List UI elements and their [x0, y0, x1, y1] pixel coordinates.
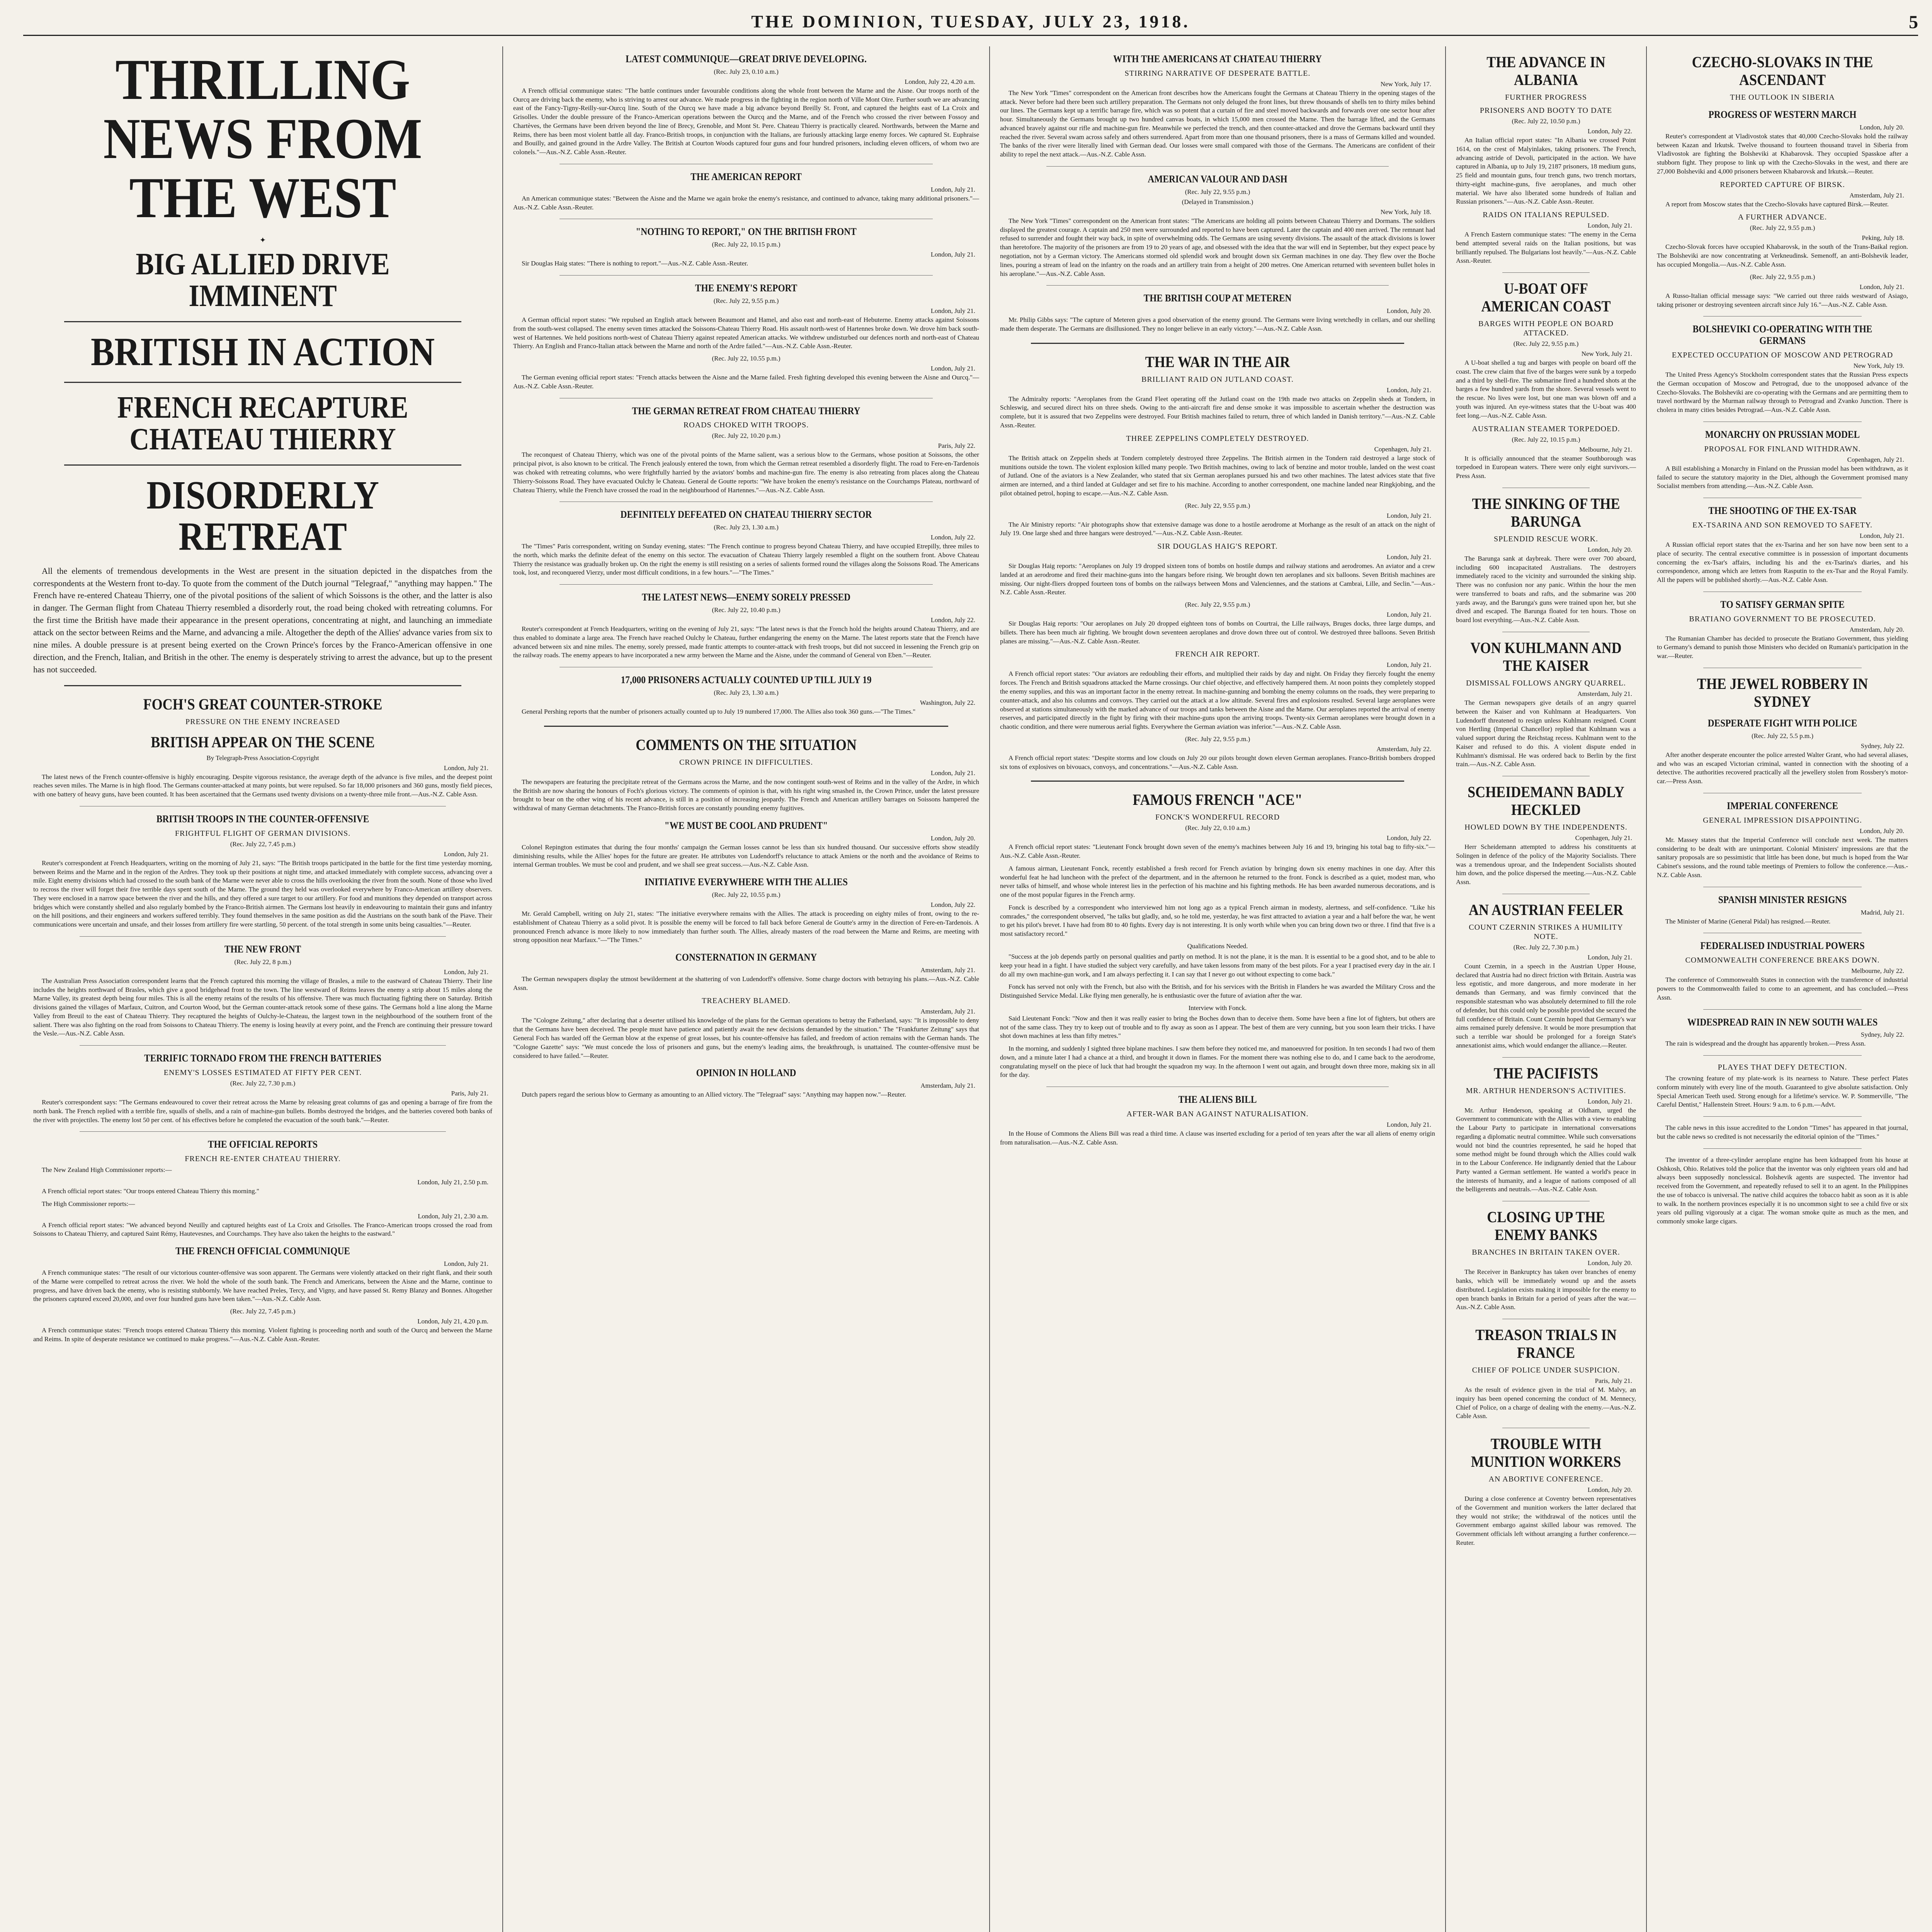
article-body: The "Cologne Zeitung," after declaring that a deserter utilised his knowledge of the plans for the German operations to betray the Fatherland, says: "It is impossible to deny that the Germans have been deceived. The people must have patience and patiently await the new decisions demanded by the situation." The "Frankfurter Zeitung" says that General Foch has warded off the German blow at the expense of great losses, but his counter-offensive has failed, and freedom of action remains with the German hands. The "Cologne Gazette" says: "We must concede the loss of prisoners and guns, but the enemy's leading aims, the breakthrough, is unattained. The counter-offensive must be considered to have failed."—Reuter.	[513, 1017, 979, 1060]
dateline: Madrid, July 21.	[1861, 908, 1904, 916]
section-subhead: Interview with Fonck.	[1188, 1004, 1247, 1012]
article-heading: WITH THE AMERICANS AT CHATEAU THIERRY	[1113, 53, 1322, 65]
article-subheading: FRENCH RE-ENTER CHATEAU THIERRY.	[185, 1155, 341, 1163]
article-body: A French official report states: "Our troops entered Chateau Thierry this morning."	[42, 1187, 259, 1195]
article-body: A French official report states: "Our aviators are redoubling their efforts, and multiplied their raids by day and night. On Friday they fiercely fought the enemy forces. The French and British squadrons attacked the Marne crossings. Our chief objective, and effectively hampered them. At noon points they completely stopped the enemy supplies, and this was an important factor in the enemy retreat. In machine-gunning and bombing the enemy columns on the roads, they were preparing to counter-attack, and also his columns and convoys. They carried out the attack at a low altitude. Several fires and explosions resulted. Several large aeroplanes were observed at stations simultaneously with the marked advance of our troops and tanks between the Aisne and the Marne. Our aeroplanes reported the arrival of enemy reserves, and participated directly in the fight by firing with their machine-guns upon the arriving troops. Twenty-six German aeroplanes were brought down in a chaotic condition, and there were numerous aerial fights. Everywhere the German aviation was inferior."—Aus.-N.Z. Cable Assn.	[1000, 670, 1435, 731]
article-heading: BOLSHEVIKI CO-OPERATING WITH THE GERMANS	[1692, 323, 1872, 347]
article-heading: BRITISH TROOPS IN THE COUNTER-OFFENSIVE	[156, 813, 369, 825]
dateline: New York, July 18.	[1380, 208, 1431, 216]
dateline: London, July 21.	[444, 968, 488, 976]
article-body: A U-boat shelled a tug and barges with people on board off the coast. The crew claim that five of the barges were sunk by a torpedo and a third by shell-fire. The submarine fired a hundred shots at the barges a few hundred yards from the shore. Several vessels went to the rescue. No lives were lost, but one man was blown off and a youth was injured. An eye-witness states that the U-boat was 400 feet long.—Aus.-N.Z. Cable Assn.	[1456, 359, 1636, 419]
dateline: London, July 21.	[1587, 953, 1632, 961]
divider	[560, 584, 933, 585]
received-time: (Rec. July 22, 9.55 p.m.)	[713, 297, 779, 304]
article-body: Mr. Massey states that the Imperial Conference will conclude next week. The matters considering to be dealt with are unimportant. Colonial Ministers' impressions are that the sanitary proposals are so pessimistic that little has been done, but much is hoped from the War Cabinet's sessions, and the round table meetings of Premiers to follow the conference.—Aus.-N.Z. Cable Assn.	[1657, 836, 1908, 879]
article-body: Sir Douglas Haig reports: "Our aeroplanes on July 20 dropped eighteen tons of bombs on Courtrai, the Lille railways, Bruges docks, three large dumps, and billets. There has been much air fighting. We brought down seventeen aeroplanes and drove down three out of control. We destroyed three balloons. Seven British planes are missing."—Aus.-N.Z. Cable Assn.-Reuter.	[1000, 620, 1435, 645]
divider	[1046, 166, 1389, 167]
article-body: The latest news of the French counter-offensive is highly encouraging. Despite vigorous resistance, the average depth of the advance is five miles, and the deepest point reaches seven miles. The Marne is in high flood. The Germans counter-attacked at many points, but were repulsed. So far 18,000 prisoners and 360 guns, mostly field pieces, with one battery of heavy guns, have been counted. It has been ascertained that the Germans used twenty divisions on a twenty-three mile front.—Aus.-N.Z. Cable Assn.	[33, 773, 492, 798]
article-body: The inventor of a three-cylinder aeroplane engine has been kidnapped from his house at Oshkosh, Ohio. Relatives told the police that the inventor was only eighteen years old and had always been supposedly nonclessical. Bolshevik agents are suspected. The inventor had received from the Government, and repeatedly refused to sell it to an agent. In the Philippines the use of tobacco is universal. The native child acquires the tobacco habit as soon as it is able to walk. In the northern provinces especially it is no uncommon sight to see a child five or six years old pulling vigorously at a cigar. The woman smoke quite as much as the men, and commonly smoke large cigars.	[1657, 1156, 1908, 1225]
article-heading: U-BOAT OFF AMERICAN COAST	[1481, 280, 1611, 315]
dateline: London, July 20.	[1587, 1486, 1632, 1494]
article-subheading: COUNT CZERNIN STRIKES A HUMILITY NOTE.	[1469, 923, 1623, 941]
article-heading: WIDESPREAD RAIN IN NEW SOUTH WALES	[1687, 1016, 1878, 1028]
article-body: A French Eastern communique states: "The enemy in the Cerna bend attempted several raids on the Italian positions, but was brilliantly repulsed. The Bulgarians lost heavily."—Aus.-N.Z. Cable Assn.-Reuter.	[1456, 231, 1636, 265]
received-time: (Rec. July 23, 1.30 a.m.)	[714, 689, 779, 697]
article-heading: THE WAR IN THE AIR	[1145, 353, 1290, 371]
dateline: Amsterdam, July 22.	[1376, 745, 1431, 753]
article-heading: IMPERIAL CONFERENCE	[1727, 800, 1838, 811]
article-body: Reuter's correspondent says: "The Germans endeavoured to cover their retreat across the Marne by releasing great columns of gas and opening a barrage of fire from the north bank. The French replied with a terrible fire, squalls of shells, and a rain of machine-gun bullets. Bombs destroyed the bridges, and the batteries covered both banks of the river with projectiles. The enemy lost 50 per cent. of his effectives before he completed the evacuation of the south bank."—Reuter.	[33, 1099, 492, 1124]
dateline: London, July 20.	[1386, 307, 1431, 315]
dateline: London, July 20.	[1587, 1259, 1632, 1267]
dateline: Copenhagen, July 21.	[1847, 456, 1904, 463]
article-subheading: SPLENDID RESCUE WORK.	[1493, 534, 1599, 543]
article-body: Fonck is described by a correspondent who interviewed him not long ago as a typical French airman in modesty, alertness, and self-confidence. "Like his comrades," the correspondent observed, "he talks but gladly, and, so he told me, yesterday, he was first attracted to aviation a year and a half before the war, he went to get his pilot's brevet. I have had from 80 to 40 fights. Every day is not interesting. It is only worth while when you can bring down two or three. I find that five is a most satisfactory record."	[1000, 903, 1435, 938]
article-subheading: FRENCH AIR REPORT.	[1175, 650, 1260, 659]
received-time: (Rec. July 22, 7.45 p.m.)	[230, 840, 296, 848]
column-3	[989, 46, 1445, 1932]
article-body: General Pershing reports that the number of prisoners actually counted up to July 19 numbered 17,000. The Allies also took 360 guns.—"The Times."	[522, 708, 916, 716]
received-time: (Rec. July 23, 0.10 a.m.)	[714, 68, 779, 75]
article-body: A German official report states: "We repulsed an English attack between Beaumont and Hamel, and also east and north-east of Hebuterne. Enemy attacks against Soissons from the south-west collapsed. The enemy seven times attacked the Soissons-Chateau Thierry Road. His assault north-west of Hartennes broke down. We drove him back south-west of Hartennes. We held positions north-west of Chateau Thierry against repeated American attacks. We withdrew undisturbed our defences north and north-east of Chateau Thierry. An English and Franco-Italian attack between the Marne and north of the Ardre failed."—Aus.-N.Z. Cable Assn.-Reuter.	[513, 316, 979, 350]
article-heading: CONSTERNATION IN GERMANY	[675, 952, 817, 963]
article-subheading: PROPOSAL FOR FINLAND WITHDRAWN.	[1704, 444, 1861, 453]
article-body: Colonel Repington estimates that during the four months' campaign the German losses cannot be less than six hundred thousand. Our successive efforts show steadily diminishing results, while the Allies' hopes for the future are greater. He attributes von Ludendorff's reluctance to attack Amiens or the north and the avoidance of Reims to internal German troubles. We must be cool and prudent, and we shall see great success.—Aus.-N.Z. Cable Assn.	[513, 843, 979, 869]
lead-article	[33, 565, 492, 676]
article-body: The conference of Commonwealth States in connection with the transference of industrial powers to the Commonwealth failed to come to an agreement, and has concluded.—Press Assn.	[1657, 976, 1908, 1001]
headline-british-in-action: BRITISH IN ACTION	[90, 330, 435, 374]
received-time: (Rec. July 22, 9.55 p.m.)	[1750, 224, 1815, 232]
article-subheading: BRATIANO GOVERNMENT TO BE PROSECUTED.	[1689, 614, 1876, 623]
article-heading: SPANISH MINISTER RESIGNS	[1718, 894, 1847, 905]
article-heading: TREASON TRIALS IN FRANCE	[1475, 1326, 1617, 1362]
article-heading: OPINION IN HOLLAND	[696, 1067, 796, 1079]
article-body: Reuter's correspondent at French Headquarters, writing on the morning of July 21, says: "The British troops participated in the battle for the first time yesterday morning, between Reims and the Marne and in the region of the Ardres. They took up their positions at night time, and attacked immediately with complete success, advancing over a mile. Eight enemy divisions which had crossed to the south bank of the Marne were never able to cross the hills overlooking the river from the south. None of those who lived to recross the river will forget their five terrible days spent south of the Marne. The ground they held was overlooked everywhere by Franco-American artillery observers. They were enclosed in a narrow space between the river and the hills, and they offered a sure target to our artillery. For food and munitions they depended on transport across bridges which were constantly shelled and also regularly bombed by the Franco-British airmen. The Germans lost heavily in endeavouring to maintain their guns and infantry on the hill positions, and their engineers and workers suffered terribly. They found themselves in the same position as did the Austrians on the south bank of the Piave. Their communications were uncertain and unsafe, and their losses from artillery fire were startling, 50 percent. of the total strength in some units being casualties."—Reuter.	[33, 859, 492, 929]
received-time: (Rec. July 22, 10.15 p.m.)	[1512, 435, 1580, 443]
dateline: Washington, July 22.	[920, 699, 975, 707]
newspaper-title: THE DOMINION, TUESDAY, JULY 23, 1918.	[751, 11, 1190, 31]
divider	[1703, 1055, 1862, 1056]
dateline: London, July 21.	[1859, 532, 1904, 539]
article-subheading: STIRRING NARRATIVE OF DESPERATE BATTLE.	[1124, 69, 1311, 78]
dateline: London, July 21.	[1859, 283, 1904, 291]
article-subheading: THREE ZEPPELINS COMPLETELY DESTROYED.	[1126, 434, 1309, 443]
article-body: Fonck has served not only with the French, but also with the British, and for his services with the British in Flanders he was awarded the Military Cross and the Distinguished Service Medal. Like flying men generally, he is enthusiastic over the future of aviation after the war.	[1000, 983, 1435, 1000]
article-subheading: RAIDS ON ITALIANS REPULSED.	[1483, 211, 1609, 219]
divider	[80, 1131, 446, 1132]
article-body: A French official communique states: "The battle continues under favourable conditions along the whole front between the Marne and the Aisne. Our troops north of the Ourcq are driving back the enemy, who is striving to arrest our advance. We made progress in the fighting in the region north of Ville Mont Oire. Further south we are advancing east of the Fancy-Tigny-Reilly-sur-Ourcq line. South of the Ourcq we have made a big advance beyond Breilly St. Front, and captured the heights east of La Croix and Grisolles. Under the double pressure of the Franco-American operations between the Ourcq and the Marne, and of the French who crossed the river between Fossoy and Chartèves, the Germans have been driven beyond the line of Brecy, Grenoble, and Mont St. Pere. Chateau Thierry is practically cleared. Northwards, between the Marne and Reims, there has been most violent battle all day. Franco-British troops, in conjunction with the Italians, are furiously attacking large enemy forces. We captured St. Euphraise and Bouilly, and gained ground in the Ardre Valley. The British at Courton Woods captured four guns and four hundred prisoners, including eleven officers, of whom two are colonels."—Aus.-N.Z. Cable Assn.-Reuter.	[513, 87, 979, 156]
article-subheading: CROWN PRINCE IN DIFFICULTIES.	[679, 758, 813, 767]
article-body: The United Press Agency's Stockholm correspondent states that the Russian Press expects the German occupation of Moscow and Petrograd, due to the unopposed advance of the Czecho-Slovaks. The Bolsheviki are co-operating with the Germans and are permitting them to travel northward by the Murman railway through to Petrograd and Zvanko Junction. There is cholera in many cities besides Petrograd.—Aus.-N.Z. Cable Assn.	[1657, 371, 1908, 414]
dateline: London, July 21.	[444, 1260, 488, 1267]
article-subheading: ENEMY'S LOSSES ESTIMATED AT FIFTY PER CENT.	[163, 1068, 362, 1077]
article-heading: MONARCHY ON PRUSSIAN MODEL	[1705, 429, 1860, 440]
received-time: (Rec. July 22, 10.55 p.m.)	[712, 891, 781, 898]
article-body: Mr. Philip Gibbs says: "The capture of Meteren gives a good observation of the enemy ground. The Germans were living wretchedly in cellars, and our shelling made them desperate. The Germans are disillusioned. They no longer believe in an early victory."—Aus.-N.Z. Cable Assn.	[1000, 316, 1435, 332]
dateline: Sydney, July 22.	[1861, 1031, 1904, 1039]
article-body: A French communique states: "French troops entered Chateau Thierry this morning. Violent fighting is proceeding north and south of the Ourcq and between the Marne and Reims. In spite of desperate resistance we continued to make progress."—Aus.-N.Z. Cable Assn.-Reuter.	[33, 1327, 492, 1343]
article-heading: THE BRITISH COUP AT METEREN	[1143, 293, 1292, 304]
article-heading: CLOSING UP THE ENEMY BANKS	[1487, 1208, 1605, 1244]
divider	[64, 382, 461, 383]
dateline: London, July 21, 2.30 a.m.	[418, 1212, 488, 1220]
divider	[64, 464, 461, 466]
divider	[1703, 1116, 1862, 1117]
dateline: New York, July 17.	[1380, 80, 1431, 88]
article-heading: THE ALIENS BILL	[1178, 1094, 1257, 1105]
article-body: The New York "Times" correspondent on the American front describes how the Americans fought the Germans at Chateau Thierry in the opening stages of the attack. Never before had there been such artillery preparation. The Germans not only deluged the front lines, but threw thousands of shells ten to thirty miles behind our lines. The Germans kept up a terrific barrage fire, which was so potent that a curtain of fire and steel moved backwards and forwards over one sector hour after hour. Simultaneously the Germans brought up two hundred canvas boats, in which 15,000 men crossed the Marne. Then the barrage lifted, and the Germans advanced bravely against our rifle and machine-gun fire. Meanwhile we perfected the trench, and then counter-attacked and drove the Germans backward until they reached the river. Several swam across safely and others surrendered. Apart from more than one thousand prisoners, there is a mass of Germans killed and wounded. The banks of the river were literally lined with German dead. Our losses were small compared with those of the Germans. The Americans are confident of their ability to repel the next attack.—Aus.-N.Z. Cable Assn.	[1000, 89, 1435, 158]
article-heading: THE AMERICAN REPORT	[690, 171, 802, 183]
received-time: (Rec. July 22, 0.10 a.m.)	[1185, 824, 1250, 832]
article-heading: BRITISH APPEAR ON THE SCENE	[151, 733, 375, 751]
article-subheading: TREACHERY BLAMED.	[702, 997, 791, 1005]
dateline: Paris, July 21.	[451, 1090, 488, 1097]
dateline: London, July 20.	[1587, 546, 1632, 553]
headline-thrilling-news: THRILLING NEWS FROM THE WEST	[103, 48, 422, 230]
received-time: (Rec. July 22, 9.55 p.m.)	[1513, 340, 1579, 348]
article-subheading: REPORTED CAPTURE OF BIRSK.	[1720, 180, 1845, 189]
dateline: London, July 21.	[1386, 386, 1431, 394]
article-body: After another desperate encounter the police arrested Walter Grant, who had several aliases, and who was an escaped Victorian criminal, wanted in connection with the shooting of a detective. The authorities recovered practically all the jewellery stolen from Rossbery's motor-car.—Press Assn.	[1657, 751, 1908, 785]
dateline: Copenhagen, July 21.	[1575, 834, 1632, 842]
article-body: The "Times" Paris correspondent, writing on Sunday evening, states: "The French continue to progress beyond Chateau Thierry, and have occupied Etrepilly, three miles to the north, which marks the definite defeat of the enemy on this sector. The evacuation of Chateau Thierry largely resembled a flight on the southern front. Above Chateau Thierry the resistance was gradually broken up. On the right the enemy is still resisting on a series of salients formed round the villages along the Soissons Road. The Americans took, lost, and reconquered Vierzy, under most difficult conditions, in a few hours."—"The Times."	[513, 543, 979, 577]
article-body: Sir Douglas Haig reports: "Aeroplanes on July 19 dropped sixteen tons of bombs on hostile dumps and railway stations and aerodromes. An aviator and a crew landed at an aerodrome and fired their machine-guns into the hangars before rising. We brought down ten aeroplanes and six balloons. Seven British machines are missing. Our night-fliers dropped fourteen tons of bombs on the railways between Mons and Valenciennes, and the stations at Cambrai, Lille, and Seclin."—Aus.-N.Z. Cable Assn.-Reuter.	[1000, 562, 1435, 596]
dateline: Melbourne, July 22.	[1851, 967, 1904, 975]
received-time: (Rec. July 22, 7.30 p.m.)	[230, 1080, 296, 1087]
article-heading: THE SHOOTING OF THE EX-TSAR	[1708, 505, 1857, 517]
article-heading: THE JEWEL ROBBERY IN SYDNEY	[1697, 675, 1868, 711]
page-number: 5	[1909, 12, 1918, 32]
dateline: London, July 21.	[1386, 1121, 1431, 1129]
article-subheading: CHIEF OF POLICE UNDER SUSPICION.	[1472, 1366, 1620, 1375]
article-body: "Success at the job depends partly on personal qualities and partly on method. It is not the plane, it is the man. It is essential to be a good shot, and to be able to keep your head in a fight. I have studied the subject very carefully, and have taken lessons from many of the best pilots. For a year I practised every day in the air. I do all my own machine-gun work, and I am always perfecting it. I can say that I never go out without expecting to come back."	[1000, 953, 1435, 978]
article-subheading: AN ABORTIVE CONFERENCE.	[1488, 1475, 1604, 1484]
dateline: London, July 21.	[930, 185, 975, 193]
section-subhead: Qualifications Needed.	[1187, 942, 1248, 950]
received-time: (Rec. July 22, 10.55 p.m.)	[712, 355, 781, 362]
article-body: As the result of evidence given in the trial of M. Malvy, an inquiry has been opened concerning the conduct of M. Mennecy, Chief of Police, on a charge of dealing with the enemy.—Aus.-N.Z. Cable Assn.	[1456, 1386, 1636, 1420]
article-subheading: PRESSURE ON THE ENEMY INCREASED	[185, 717, 340, 726]
article-subheading: GENERAL IMPRESSION DISAPPOINTING.	[1703, 816, 1862, 825]
article-body: Sir Douglas Haig states: "There is nothing to report."—Aus.-N.Z. Cable Assn.-Reuter.	[522, 260, 748, 267]
article-heading: THE SINKING OF THE BARUNGA	[1472, 495, 1620, 530]
headline-allied-drive: BIG ALLIED DRIVE IMMINENT	[136, 247, 390, 313]
divider	[64, 685, 461, 686]
article-subheading: EX-TSARINA AND SON REMOVED TO SAFETY.	[1692, 521, 1872, 529]
article-body: Said Lieutenant Fonck: "Now and then it was really easier to bring the Boches down than to deceive them. Some have been a fine lot of fighters, but others are not of the same class. They try to keep out of trouble and to fly away as soon as I appear. The best of them are very cunning, but you soon learn their tricks. I have shot down machines at less than fifty metres."	[1000, 1014, 1435, 1040]
received-time: (Rec. July 22, 8 p.m.)	[234, 958, 291, 966]
article-heading: 17,000 PRISONERS ACTUALLY COUNTED UP TILL JULY 19	[621, 674, 872, 686]
dateline: London, July 21.	[1386, 611, 1431, 619]
dateline: Amsterdam, July 21.	[920, 1082, 975, 1090]
article-heading: DESPERATE FIGHT WITH POLICE	[1708, 718, 1857, 729]
article-body: A Bill establishing a Monarchy in Finland on the Prussian model has been withdrawn, as it failed to secure the statutory majority in the Diet, although the Government promised many Socialist members from attending.—Aus.-N.Z. Cable Assn.	[1657, 464, 1908, 490]
dateline: London, July 21.	[444, 850, 488, 858]
article-body: The Australian Press Association correspondent learns that the French captured this morning the village of Brasles, a mile to the eastward of Chateau Thierry. Their line includes the heights northward of Brasles, which give a good bridgehead front to the town. The line westward of Reims leaves the enemy a strip about 15 miles along the Marne Valley, its greatest depth being four miles. This is all the enemy retains of the results of his offensive. There was much fluctuating fighting there on Saturday. British divisions gained the villages of Marfaux, Cuitron, and Courton Wood, but the German counter-attack retook some of these gains. The Germans hold a line along the Marne Valley from Breuil to the east of Chateau Thierry. They recaptured the heights of Oulchy-le-Chateau, the largest town in the neighbourhood of the southern front of the salient. There was also fighting on the road from Soissons to Chateau Thierry. The enemy is losing heavily at every point, and the French are continuing their pressure toward the Vesle.—Aus.-N.Z. Cable Assn.	[33, 977, 492, 1037]
article-body: A report from Moscow states that the Czecho-Slovaks have captured Birsk.—Reuter.	[1665, 200, 1889, 208]
dateline: London, July 21.	[1587, 1097, 1632, 1105]
article-subheading: EXPECTED OCCUPATION OF MOSCOW AND PETROGRAD	[1672, 351, 1893, 360]
article-heading: AN AUSTRIAN FEELER	[1468, 901, 1624, 918]
article-body: The German newspapers display the utmost bewilderment at the shattering of von Ludendorff's offensive. Some charge doctors with betraying his plans.—Aus.-N.Z. Cable Assn.	[513, 975, 979, 992]
article-body: Herr Scheidemann attempted to address his constituents at Solingen in defence of the policy of the Majority Socialists. There was a tremendous uproar, and the Independent Socialists shouted him down, and the police dispersed the meeting.—Aus.-N.Z. Cable Assn.	[1456, 843, 1636, 886]
dateline: Amsterdam, July 21.	[920, 1008, 975, 1015]
dateline: London, July 21.	[930, 251, 975, 259]
dateline: London, July 20.	[1859, 123, 1904, 131]
article-body: An Italian official report states: "In Albania we crossed Point 1614, on the crest of Malyinlakes, taking prisoners. The French, advancing astride of Devoli, participated in the action. We have captured in Albania, up to July 19, 2187 prisoners, 18 medium guns, 25 field and mountain guns, four trench guns, two trench mortars, thirty-eight machine-guns, five aeroplanes, and much other material. We have also liberated some hundreds of Italian and Russian prisoners."—Aus.-N.Z. Cable Assn.-Reuter.	[1456, 136, 1636, 206]
article-heading: AMERICAN VALOUR AND DASH	[1148, 173, 1287, 185]
divider	[1502, 1057, 1590, 1058]
received-time: (Rec. July 23, 1.30 a.m.)	[714, 524, 779, 531]
article-body: Reuter's correspondent at French Headquarters, writing on the evening of July 21, says: "The latest news is that the French hold the heights around Chateau Thierry, and are thus enabled to dominate a large area. The French have reached Oulchy le Chateau, further endangering the enemy on the Marne. The latest reports state that the French have advanced between six and nine miles. The enemy, sorely pressed, made frantic attempts to counter-attack with fresh troops, but did not succeed in lessening the French grip on the railway roads. The enemy appears to have incorporated a new army between the Marne and the Aisne, under the command of General von Eben."—Reuter.	[513, 625, 979, 659]
dateline: Peking, July 18.	[1862, 234, 1904, 242]
dateline: London, July 21.	[930, 307, 975, 315]
article-subheading: BRILLIANT RAID ON JUTLAND COAST.	[1141, 375, 1294, 384]
article-heading: TERRIFIC TORNADO FROM THE FRENCH BATTERIES	[144, 1053, 381, 1064]
article-heading: "WE MUST BE COOL AND PRUDENT"	[664, 820, 828, 831]
column-2	[502, 46, 989, 1932]
dateline: London, July 21.	[444, 764, 488, 772]
article-body: During a close conference at Coventry between representatives of the Government and munition workers the latter declared that they would not strike; the withdrawal of the notices until the Government embargo against skilled labour was removed. The Government officials left without arranging a further conference.—Reuter.	[1456, 1495, 1636, 1546]
article-subheading: FURTHER PROGRESS	[1505, 93, 1587, 102]
editorial-note: The cable news in this issue accredited to the London "Times" has appeared in that journal, but the cable news so credited is not necessarily the editorial opinion of the "Times."	[1657, 1124, 1908, 1141]
dateline: London, July 22.	[1587, 128, 1632, 135]
article-body: The British attack on Zeppelin sheds at Tondern completely destroyed three Zeppelins. The British airmen in the Tondern raid destroyed a large stock of munitions outside the town. The violent explosion killed many people. Two British machines, owing to lack of benzine and motor trouble, landed on the west coast of Jutland. One of the aviators is a New Zealander, who stated that six German aeroplanes pursued his and two other machines. The latest advices state that five airmen are interned, and a third landed at Guldager and set fire to his machine. According to another correspondent, one machine landed near Ringkjobing, and the pilot obtained petrol, hoping to escape.—Aus.-N.Z. Cable Assn.	[1000, 454, 1435, 497]
divider	[544, 726, 948, 727]
divider	[1703, 1148, 1862, 1149]
article-heading: TO SATISFY GERMAN SPITE	[1720, 599, 1845, 610]
article-heading: THE OFFICIAL REPORTS	[208, 1139, 318, 1150]
article-body: It is officially announced that the steamer Southborough was torpedoed in European waters. There were only eight survivors.—Press Assn.	[1456, 454, 1636, 480]
article-heading: INITIATIVE EVERYWHERE WITH THE ALLIES	[645, 876, 848, 888]
received-time: (Rec. July 22, 10.50 p.m.)	[1512, 117, 1580, 125]
article-heading: DEFINITELY DEFEATED ON CHATEAU THIERRY SECTOR	[620, 509, 872, 520]
received-time: (Rec. July 22, 9.55 p.m.)	[1750, 273, 1815, 281]
received-time: (Rec. July 22, 7.30 p.m.)	[1513, 943, 1579, 951]
article-body: A French communique states: "The result of our victorious counter-offensive was soon apparent. The Germans were violently attacked on their right flank, and their south of the Marne were compelled to retreat across the river. We hold the whole of the south bank. The French and Americans, between the Aisne and the Marne, continue to progress, and have driven back the enemy, who is resisting stubbornly. We have reached Preles, Tercy, and Vigny, and have passed St. Remy Blanzy and Bonnes. Altogether the prisoners captured exceed 20,000, and over four hundred guns have been taken."—Aus.-N.Z. Cable Assn.	[33, 1269, 492, 1303]
article-heading: THE NEW FRONT	[224, 943, 301, 955]
dateline: London, July 21, 4.20 p.m.	[417, 1318, 488, 1325]
lead-paragraph: All the elements of tremendous developments in the West are present in the situation depicted in the dispatches from the correspondents at the Western front to-day. To quote from the comment of the Dutch journal "Telegraaf," "anything may happen." The French have re-entered Chateau Thierry, one of the pivotal positions of the salient of which Soissons is the other, and the latter is also in danger. The German flight from Chateau Thierry resembled a disorderly rout, the road being choked with retreating columns. For the first time the British have made their appearance in the present operations, concentrating at night, and launching an immediate attack on the sector between Reims and the Marne, and advancing a mile. Altogether the depth of the Allies' advance varies from six to nine miles. A double pressure is at present being exerted on the Crown Prince's forces by the Franco-American offensive in one direction, and the French, Italian, and British in the other. The enemy is desperately striving to arrest the advance, but up to the present has not succeeded.	[33, 566, 492, 674]
dateline: New York, July 19.	[1853, 362, 1904, 370]
article-heading: "NOTHING TO REPORT," ON THE BRITISH FRONT	[636, 226, 857, 238]
received-time: (Rec. July 22, 7.45 p.m.)	[230, 1308, 296, 1315]
article-body: The New York "Times" correspondent on the American front states: "The Americans are holding all points between Chateau Thierry and Dormans. The soldiers displayed the greatest courage. A captain and 250 men were surrounded and reported to have been captured. Later the captain and 400 men arrived. The remnant had refused to surrender and fought their way back, in spite of overwhelming odds. The Germans are using seventy divisions. The assault of the attack divisions is lower than heretofore. The majority of the prisoners are from 19 to 20 years of age, and obsessed with the idea that the war will end in September, but they expect peace by negotiation, not by a German victory. The Americans stormed old splendid work and brought down six German machines in one day. They flew over the Boche lines, pouring a stream of lead on the infantry on the roads and an artillery train from a height of 200 metres. One American returned with seventeen bullet holes in his aeroplane."—Aus.-N.Z. Cable Assn.	[1000, 217, 1435, 277]
article-body: In the House of Commons the Aliens Bill was read a third time. A clause was inserted excluding for a period of ten years after the war all aliens of enemy origin from naturalisation.—Aus.-N.Z. Cable Assn.	[1000, 1130, 1435, 1146]
article-subheading: AFTER-WAR BAN AGAINST NATURALISATION.	[1126, 1110, 1309, 1119]
dateline: London, July 21.	[1386, 512, 1431, 519]
article-subheading: FRIGHTFUL FLIGHT OF GERMAN DIVISIONS.	[175, 829, 351, 838]
dateline: Amsterdam, July 21.	[920, 966, 975, 974]
article-heading: THE PACIFISTS	[1493, 1064, 1599, 1082]
article-body: The rain is widespread and the drought has apparently broken.—Press Assn.	[1665, 1040, 1866, 1048]
divider	[80, 936, 446, 937]
article-subheading: DISMISSAL FOLLOWS ANGRY QUARREL.	[1466, 679, 1626, 687]
article-body: The German newspapers give details of an angry quarrel between the Kaiser and von Kuhlmann at Headquarters. Von Ludendorff threatened to resign unless Kuhlmann resigned. Count von Hertling (Imperial Chancellor) replied that Kuhlmann was a valued support during the Reichstag recess. Kuhlmann went to the Kaiser and refused to do this. A violent dispute ended in Kuhlmann's dismissal. He was ordered back to Berlin by the first train.—Aus.-N.Z. Cable Assn.	[1456, 699, 1636, 768]
article-subheading: BARGES WITH PEOPLE ON BOARD ATTACKED.	[1478, 320, 1614, 338]
received-time: (Rec. July 22, 10.20 p.m.)	[712, 432, 781, 440]
divider	[1031, 343, 1404, 344]
dateline: London, July 21.	[930, 365, 975, 372]
divider	[560, 275, 933, 276]
dateline: Copenhagen, July 21.	[1374, 445, 1431, 453]
dateline: Paris, July 22.	[938, 442, 975, 450]
dateline: New York, July 21.	[1581, 350, 1632, 358]
star-divider-icon: ✦	[259, 236, 266, 245]
article-heading: THE GERMAN RETREAT FROM CHATEAU THIERRY	[632, 405, 861, 417]
article-body: A famous airman, Lieutenant Fonck, recently established a fresh record for French aviation by bringing down six enemy machines in one day. After this wonderful feat he had luncheon with the prefect of the department, and in the afternoon he returned to the front. Fonck is described as a quiet, modest man, who never talks of himself, and whose whole interest lies in the perfection of his machine and his fighting methods. He has been awarded numerous decorations, and is one of the most popular figures in the French army.	[1000, 864, 1435, 899]
article-heading: FOCH'S GREAT COUNTER-STROKE	[143, 695, 383, 713]
article-body: The New Zealand High Commissioner reports:—	[42, 1166, 172, 1174]
article-heading: THE FRENCH OFFICIAL COMMUNIQUE	[175, 1245, 350, 1257]
article-subheading: THE OUTLOOK IN SIBERIA	[1730, 93, 1835, 102]
article-body: Count Czernin, in a speech in the Austrian Upper House, declared that Austria had no direct friction with Britain. Austria was less egotistic, and more dangerous, and more moderate in her demands than Germany, and was firmly convinced that the responsible statesman who was absolutely determined to fill the role of defender, but this could only be possible provided she secured the full confidence of Britain. Count Czernin hoped that Germany's war aims remained purely defensive. It would be more presumption that such a terrible war should be prolonged for a foreign State's annexationist aims, which would endanger the alliance.—Reuter.	[1456, 962, 1636, 1049]
article-body: The newspapers are featuring the precipitate retreat of the Germans across the Marne, and the now contingent south-west of Reims and in the valley of the Ardre, in which the British are now sharing the honours of Foch's glorious victory. The comments of opinion is that, with his right wing smashed in, the Crown Prince, under the latest pressure brought to bear on the other wing of his recent advance, is still in a position of increasing jeopardy. The French and American artillery barrages on Soissons hampered the withdrawal of many German detachments. The Franco-British forces are constantly pounding enemy fugitives.	[513, 778, 979, 812]
divider	[1031, 781, 1404, 782]
dateline: London, July 22, 4.20 a.m.	[905, 78, 975, 85]
article-body: An American communique states: "Between the Aisne and the Marne we again broke the enemy's resistance, and continued to advance, taking many additional prisoners."—Aus.-N.Z. Cable Assn.-Reuter.	[513, 194, 979, 211]
headline-french-recapture: FRENCH RECAPTURE CHATEAU THIERRY	[117, 391, 408, 456]
dateline: Amsterdam, July 20.	[1849, 626, 1904, 633]
divider	[64, 321, 461, 322]
article-body: The Rumanian Chamber has decided to prosecute the Bratiano Government, thus yielding to Germany's demand to punish those Ministers who decided on Rumania's participation in the war.—Reuter.	[1657, 634, 1908, 660]
received-note: (Delayed in Transmission.)	[1182, 198, 1253, 206]
article-body: The Receiver in Bankruptcy has taken over branches of enemy banks, which will be immediately wound up and the assets distributed. Legislation exists making it impossible for the enemy to open branch banks in Britain for a period of years after the war.—Aus.-N.Z. Cable Assn.	[1456, 1268, 1636, 1311]
dateline: London, July 21.	[1386, 553, 1431, 561]
divider	[1703, 1009, 1862, 1010]
article-body: The Minister of Marine (General Pidal) has resigned.—Reuter.	[1665, 917, 1831, 925]
received-time: (Rec. July 22, 10.40 p.m.)	[712, 606, 781, 614]
dateline: Amsterdam, July 21.	[1849, 191, 1904, 199]
article-body: A French official report states: "We advanced beyond Neuilly and captured heights east of La Croix and Grisolles. The Franco-American troops crossed the road from Soissons to Chateau Thierry, and captured Saint Rémy, Hautevesnes, and Courchamps. They have also taken the heights to the eastward."	[33, 1221, 492, 1238]
article-body: A French official report states: "Lieutenant Fonck brought down seven of the enemy's machines between July 16 and 19, bringing his total bag to fifty-six."—Aus.-N.Z. Cable Assn.-Reuter.	[1000, 843, 1435, 860]
dateline: London, July 21.	[1386, 661, 1431, 669]
received-time: (Rec. July 22, 9.55 p.m.)	[1185, 735, 1250, 743]
article-heading: LATEST COMMUNIQUE—GREAT DRIVE DEVELOPING.	[626, 53, 867, 65]
dateline: London, July 21, 2.50 p.m.	[417, 1179, 488, 1186]
divider	[1502, 272, 1590, 273]
article-heading: COMMENTS ON THE SITUATION	[636, 736, 857, 753]
masthead	[23, 8, 1918, 36]
received-time: (Rec. July 22, 9.55 p.m.)	[1185, 188, 1250, 196]
article-subheading: MR. ARTHUR HENDERSON'S ACTIVITIES.	[1466, 1086, 1626, 1095]
article-heading: THE ENEMY'S REPORT	[695, 282, 798, 294]
received-time: (Rec. July 22, 5.5 p.m.)	[1751, 732, 1814, 740]
dateline: London, July 22.	[930, 534, 975, 541]
column-4	[1445, 46, 1646, 1932]
article-body: Mr. Arthur Henderson, speaking at Oldham, urged the Government to communicate with the Allies with a view to enabling the Labour Party to participate in international conversations regarding a diplomatic neutral committee. While such conversations would not bind the countries represented, he said he hoped that some method might be found through which the Allies could walk in to the Labour Conference. He indignantly denied that the Labour Party wanted a German settlement. He wanted a world's peace in the interests of humanity, and a league of nations composed of all the belligerents and neutrals.—Aus.-N.Z. Cable Assn.	[1456, 1106, 1636, 1193]
article-heading: FEDERALISED INDUSTRIAL POWERS	[1700, 940, 1865, 952]
article-body: A Russo-Italian official message says: "We carried out three raids westward of Asiago, taking prisoner or destroying seventeen aircraft since July 16."—Aus.-N.Z. Cable Assn.	[1657, 292, 1908, 308]
article-body: The reconquest of Chateau Thierry, which was one of the pivotal points of the Marne salient, was a serious blow to the Germans, whose position at Soissons, the other principal pivot, is also known to be critical. The French jealously entered the town, from which the German retreat resembled a disorderly flight. The road to Fere-en-Tardenois was choked with retreating columns, who were frightfully harried by the aviators' bombs and machine-gun fire. The enemy is also retreating from places along the Chateau Thierry-Soissons Road. They have evacuated Oulchy le Chateau. General de Goutte reports: "We have broken the enemy's resistance on the Courchamps Plateau, northward of Chateau Thierry, while the French have crossed the road in the neighbourhood of Hartennes."—Aus.-N.Z. Cable Assn.	[513, 451, 979, 494]
article-subheading: ROADS CHOKED WITH TROOPS.	[683, 421, 809, 430]
dateline: London, July 21.	[930, 769, 975, 777]
article-subheading: COMMONWEALTH CONFERENCE BREAKS DOWN.	[1685, 956, 1880, 965]
article-body: A French official report states: "Despite storms and low clouds on July 20 our pilots brought down eleven German aeroplanes. Franco-British bombers dropped six tons of explosives on bivouacs, convoys, and concentrations."—Aus.-N.Z. Cable Assn.	[1000, 754, 1435, 770]
dateline: Amsterdam, July 21.	[1577, 690, 1632, 697]
article-heading: PROGRESS OF WESTERN MARCH	[1708, 109, 1857, 120]
received-time: (Rec. July 22, 9.55 p.m.)	[1185, 601, 1250, 609]
article-body: Mr. Gerald Campbell, writing on July 21, states: "The initiative everywhere remains with the Allies. The attack is proceeding on eighty miles of front, owing to the re-establishment of Chateau Thierry as a solid pivot. It is possible the enemy will be forced to fall back before General de Goutte's army in the direction of Fere-en-Tardenois. A pronounced French advance is more likely to now immediately than further south. The Allies, already masters of the road between the Marne and Reims, are meeting with strong opposition near Marfaux."—"The Times."	[513, 910, 979, 944]
received-time: (Rec. July 22, 10.15 p.m.)	[712, 241, 781, 248]
article-body: A Russian official report states that the ex-Tsarina and her son have now been sent to a place of security. The central executive committee is in possession of important documents concerning the ex-Tsar's affairs, including his and the ex-Tsarina's diaries, and his correspondence, among which are letters from Rasputin to the ex-Tsar and the Royal Family. All the papers will be published shortly.—Aus.-N.Z. Cable Assn.	[1657, 541, 1908, 584]
received-time: (Rec. July 22, 9.55 p.m.)	[1185, 502, 1250, 509]
article-body: The Barunga sank at daybreak. There were over 700 aboard, including 600 incapacitated Australians. The destroyers immediately raced to the vicinity and surrounded the sinking ship. There was no confusion nor any panic. Within the hour the men were transferred to boats and rafts, and the submarine was 200 yards away, and the Barunga's guns were trained upon her, but she dived and escaped. The Barunga floated for ten hours. Those on board lost everything.—Aus.-N.Z. Cable Assn.	[1456, 554, 1636, 624]
article-body: The Admiralty reports: "Aeroplanes from the Grand Fleet operating off the Jutland coast on the 19th made two attacks on Zeppelin sheds at Tondern, in Schleswig, and secured direct hits on three sheds. Owing to the anti-aircraft fire and dense smoke it was impossible to ascertain whether the destruction was complete, but it is assured that two Zeppelins were destroyed. Four British machines failed to return, three of which landed in Danish territory."—Aus.-N.Z. Cable Assn.-Reuter.	[1000, 395, 1435, 429]
column-5	[1646, 46, 1918, 1932]
article-heading: FAMOUS FRENCH "ACE"	[1133, 791, 1303, 809]
headline-disorderly-retreat: DISORDERLY RETREAT	[146, 473, 379, 559]
dateline: Melbourne, July 21.	[1579, 446, 1632, 453]
article-heading: THE LATEST NEWS—ENEMY SORELY PRESSED	[641, 592, 851, 603]
article-subheading: PRISONERS AND BOOTY TO DATE	[1480, 106, 1612, 115]
divider	[1046, 285, 1389, 286]
article-subheading: SIR DOUGLAS HAIG'S REPORT.	[1157, 542, 1278, 551]
advertisement-body: The crowning feature of my plate-work is its nearness to Nature. These perfect Plates conform minutely with every line of the mouth. Guaranteed to give absolute satisfaction. Only Special American Teeth used. Strong enough for a lifetime's service. W. P. Sommerville, "The Careful Dentist," Hallenstein Street. Hours: 9 a.m. to 6 p.m.—Advt.	[1657, 1075, 1908, 1109]
article-heading: SCHEIDEMANN BADLY HECKLED	[1468, 783, 1624, 819]
dateline: London, July 20.	[1859, 827, 1904, 835]
article-subheading: A FURTHER ADVANCE.	[1738, 213, 1827, 222]
article-heading: VON KUHLMANN AND THE KAISER	[1470, 639, 1622, 674]
article-subheading: HOWLED DOWN BY THE INDEPENDENTS.	[1464, 823, 1628, 832]
advertisement-heading: PLAYES THAT DEFY DETECTION.	[1718, 1063, 1847, 1072]
article-body: The German evening official report states: "French attacks between the Aisne and the Marne failed. Fresh fighting developed this evening between the Aisne and Ourcq."—Aus.-N.Z. Cable Assn.-Reuter.	[513, 374, 979, 390]
column-1	[23, 46, 502, 1932]
dateline: London, July 20.	[930, 834, 975, 842]
article-body: Czecho-Slovak forces have occupied Khabarovsk, in the south of the Trans-Baikal region. The Bolsheviki are now concentrating at Verkneudinsk. Semenoff, an anti-Bolshevik leader, has occupied Mongolia.—Aus.-N.Z. Cable Assn.	[1657, 243, 1908, 269]
byline: By Telegraph-Press Association-Copyright	[206, 754, 319, 762]
article-subheading: FONCK'S WONDERFUL RECORD	[1155, 813, 1280, 822]
dateline: London, July 22.	[930, 616, 975, 624]
dateline: Sydney, July 22.	[1861, 742, 1904, 750]
dateline: London, July 22.	[930, 901, 975, 908]
article-heading: THE ADVANCE IN ALBANIA	[1486, 53, 1605, 88]
dateline: London, July 22.	[1386, 834, 1431, 842]
dateline: Paris, July 21.	[1595, 1377, 1632, 1385]
article-body: The Air Ministry reports: "Air photographs show that extensive damage was done to a hostile aerodrome at Morhange as the result of an attack on the night of July 19. One large shed and three hangars were destroyed."—Aus.-N.Z. Cable Assn.-Reuter.	[1000, 520, 1435, 537]
article-body: The High Commissioner reports:—	[42, 1200, 135, 1208]
article-subheading: AUSTRALIAN STEAMER TORPEDOED.	[1472, 424, 1620, 433]
dateline: London, July 21.	[1587, 222, 1632, 230]
divider	[80, 1045, 446, 1046]
article-heading: CZECHO-SLOVAKS IN THE ASCENDANT	[1692, 53, 1873, 88]
article-subheading: BRANCHES IN BRITAIN TAKEN OVER.	[1472, 1248, 1620, 1257]
article-body: Dutch papers regard the serious blow to Germany as amounting to an Allied victory. The "Telegraaf" says: "Anything may happen now."—Reuter.	[522, 1091, 906, 1099]
article-heading: TROUBLE WITH MUNITION WORKERS	[1471, 1435, 1621, 1471]
article-body: Reuter's correspondent at Vladivostok states that 40,000 Czecho-Slovaks hold the railway between Kazan and Irkutsk. Twelve thousand to fourteen thousand travel in Siberia from Vladivostok are fighting the Bolsheviki at Khabarovsk. They occupied Spasskoe after a stubborn fight. They propose to link up with the Czecho-Slovaks in the west, and there are 27,000 Bolsheviki and 4,000 prisoners between Khabarovsk and Irkutsk.—Reuter.	[1657, 132, 1908, 175]
article-body: In the morning, and suddenly I sighted three biplane machines. I saw them before they noticed me, and manoeuvred for position. In ten seconds I had two of them down, and a minute later I had a chance at a third, and brought it down in flames. For the moment there was nothing else to do, and I came back to the aerodrome, congratulating myself on the piece of luck that had brought the squadron my way. In the afternoon I went out again, and brought down three more, making six in all for the day.	[1000, 1045, 1435, 1079]
